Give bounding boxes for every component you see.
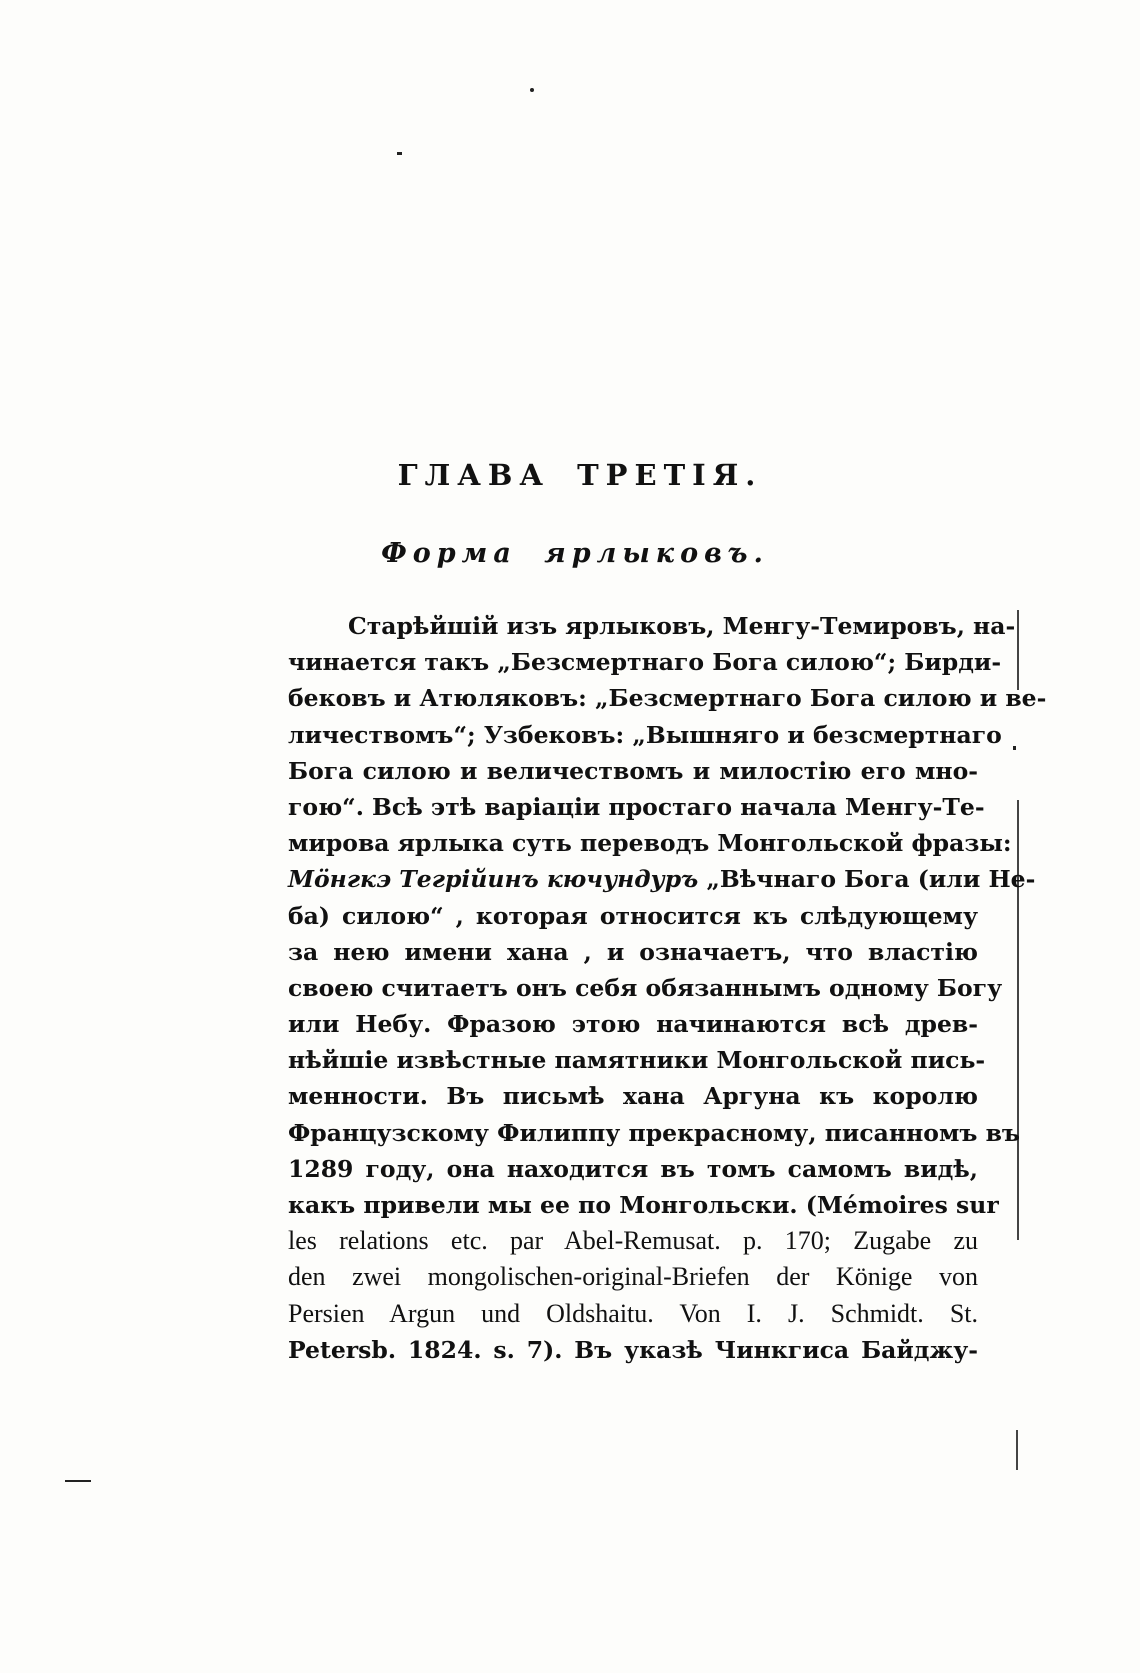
text-line xyxy=(288,934,978,970)
line-text: мирова ярлыка суть переводъ Монгольской фразы: xyxy=(288,829,1012,858)
page-edge-line xyxy=(1016,1430,1018,1470)
line-text: личествомъ“; Узбековъ: „Вышняго и безсмертнаго xyxy=(288,720,1002,749)
ink-speck xyxy=(530,88,534,92)
line-text: бековъ и Атюляковъ: „Безсмертнаго Бога силою и ве- xyxy=(288,684,1047,713)
text-line xyxy=(288,1259,978,1295)
chapter-title: ГЛАВА ТРЕТІЯ. xyxy=(397,458,763,492)
text-line xyxy=(288,1042,986,1078)
ink-dash xyxy=(65,1480,91,1482)
line-text: den zwei mongolischen-original-Briefen der Könige von xyxy=(288,1262,978,1292)
text-line xyxy=(288,717,1002,753)
page-edge-line xyxy=(1017,610,1019,690)
line-text: нѣйшіе извѣстные памятники Монгольской пись- xyxy=(288,1046,986,1075)
text-line xyxy=(288,1115,1020,1151)
line-text: своею считаетъ онъ себя обязаннымъ одному Богу xyxy=(288,973,1003,1002)
line-text: ба) силою“ , которая относится къ слѣдующему xyxy=(288,901,978,930)
text-line xyxy=(288,608,1016,644)
ink-speck xyxy=(1013,746,1016,750)
text-line xyxy=(288,1332,978,1368)
italic-phrase: Мöнгкэ Тегрійинъ кючундуръ xyxy=(288,865,699,894)
text-line xyxy=(288,789,985,825)
line-text: „Вѣчнаго Бога (или Не- xyxy=(698,865,1036,894)
chapter-subtitle: Форма ярлыковъ. xyxy=(381,538,769,569)
line-text: 1289 году, она находится въ томъ самомъ видѣ, xyxy=(288,1154,978,1183)
text-line xyxy=(288,1006,978,1042)
text-line xyxy=(288,1078,978,1114)
line-text: Petersb. 1824. s. 7). Въ указѣ Чинкгиса Байджу- xyxy=(288,1335,978,1364)
line-text: les relations etc. par Abel-Remusat. p. 170; Zugabe zu xyxy=(288,1226,978,1256)
line-text: за нею имени хана , и означаетъ, что властію xyxy=(288,937,978,966)
text-line xyxy=(288,1187,999,1223)
text-line xyxy=(288,644,1002,680)
text-line xyxy=(288,970,1003,1006)
line-text: Бога силою и величествомъ и милостію его мно- xyxy=(288,756,978,785)
ink-speck xyxy=(397,152,402,155)
line-text: менности. Въ письмѣ хана Аргуна къ королю xyxy=(288,1082,978,1111)
text-line xyxy=(288,1296,978,1332)
text-line xyxy=(288,1223,978,1259)
line-text: чинается такъ „Безсмертнаго Бога силою“; Бирди- xyxy=(288,648,1002,677)
line-text: или Небу. Фразою этою начинаются всѣ древ- xyxy=(288,1010,978,1039)
text-line xyxy=(288,753,978,789)
text-line xyxy=(288,1151,978,1187)
text-line xyxy=(288,861,1036,897)
text-line xyxy=(288,898,978,934)
line-text: Французскому Филиппу прекрасному, писанномъ въ xyxy=(288,1118,1020,1147)
text-line xyxy=(288,825,1012,861)
body-text xyxy=(288,608,1047,1368)
line-text: Persien Argun und Oldshaitu. Von I. J. Schmidt. St. xyxy=(288,1298,978,1328)
line-text: какъ привели мы ее по Монгольски. (Mémoires sur xyxy=(288,1191,999,1219)
line-text: Старѣйшій изъ ярлыковъ, Менгу-Темировъ, на- xyxy=(348,612,1016,640)
text-line xyxy=(288,680,1047,716)
line-text: гою“. Всѣ этѣ варіаціи простаго начала Менгу-Те- xyxy=(288,792,985,821)
